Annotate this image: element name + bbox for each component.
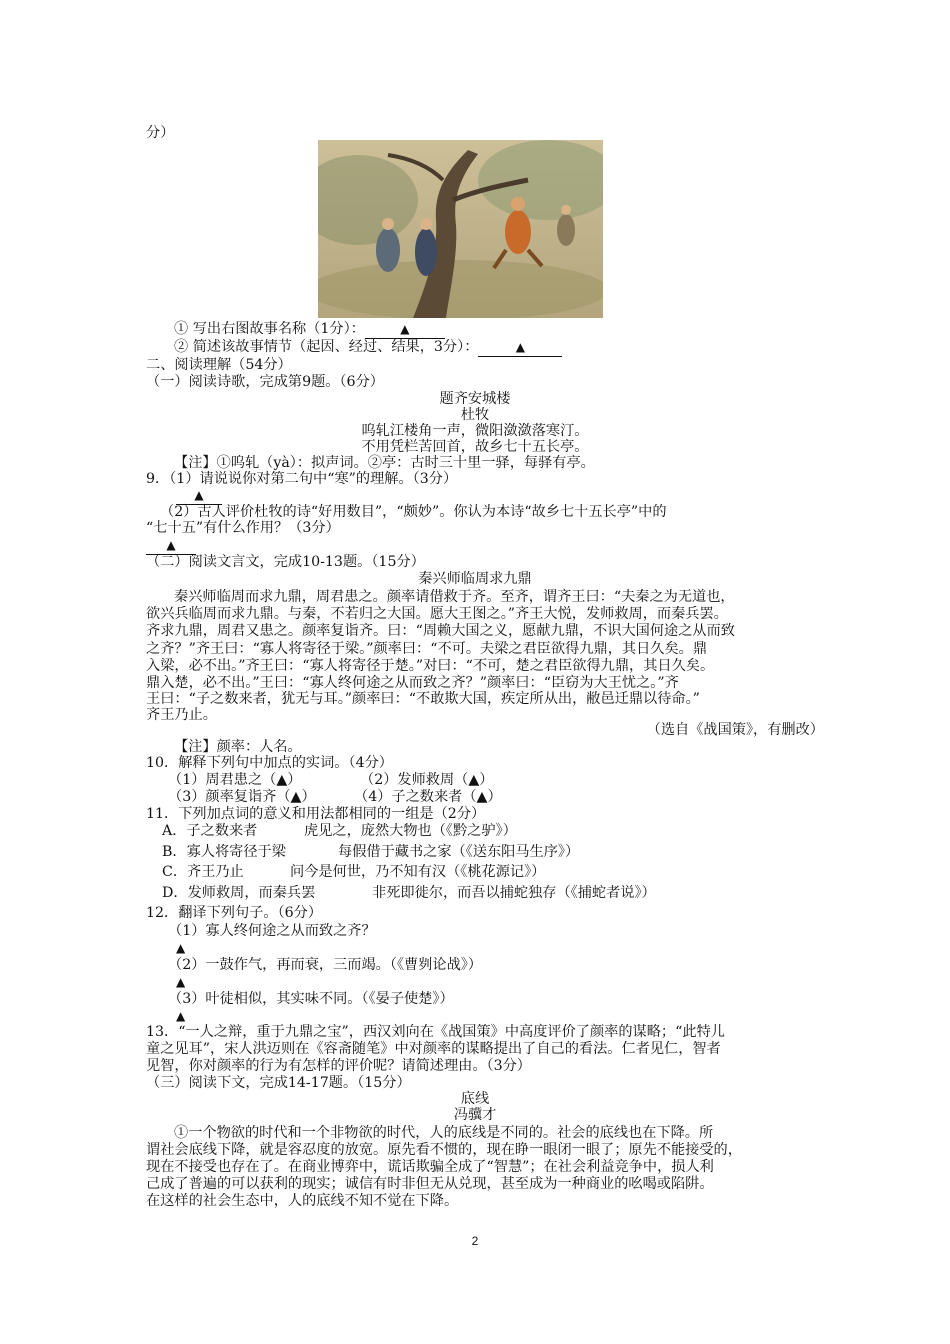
page-number: 2 [471,1234,479,1248]
answer-mark[interactable]: ▲ [176,1009,186,1023]
answer-blank[interactable]: ▲ [478,338,562,357]
q12-item: （2）一鼓作气，再而衰，三而竭。（《曹刿论战》） [168,957,483,973]
q12: 12．翻译下列句子。（6分） [146,905,323,921]
essay-title: 底线 [460,1091,490,1107]
section-heading: 二、阅读理解（54分） [146,357,292,373]
q9-1: 9．（1）请说说你对第二句中“寒”的理解。（3分） [146,471,458,487]
q11-option-c-pair: 问今是何世，乃不知有汉（《桃花源记》） [290,864,546,880]
part3-intro: （三）阅读下文，完成14-17题。（15分） [146,1075,411,1091]
answer-mark: ▲ [146,536,196,555]
q13-line: 13．“一人之辩，重于九鼎之宝”，西汉刘向在《战国策》中高度评价了颜率的谋略；“此特儿 [146,1024,725,1040]
part1-intro: （一）阅读诗歌，完成第9题。（6分） [146,374,384,390]
poem-author: 杜牧 [460,407,490,423]
q10-item: （3）颜率复诣齐（▲） [168,789,316,805]
q10-item: （2）发师救周（▲） [360,772,494,788]
q10: 10．解释下列句中加点的实词。（4分） [146,755,393,771]
answer-blank[interactable]: ▲ [365,320,445,339]
classical-passage-line: 欲兴兵临周而求九鼎。与秦，不若归之大国。愿大王图之。”齐王大悦，发师救周，而秦兵罢。 [146,606,728,622]
q10-item: （1）周君患之（▲） [168,772,302,788]
classical-passage-line: 齐求九鼎，周君又患之。颜率复诣齐。曰：“周赖大国之义，愿献九鼎，不识大国何途之从而致 [146,623,735,639]
essay-line: 现在不接受也存在了。在商业博弈中，谎话欺骗全成了“智慧”；在社会利益竞争中，损人利 [146,1159,714,1175]
picture-q2: ② 简述该故事情节（起因、经过、结果，3分）： ▲ [174,338,562,357]
classical-passage-line: 秦兴师临周而求九鼎，周君患之。颜率请借救于齐。至齐，谓齐王曰：“夫秦之为无道也， [174,589,735,605]
q9-2-cont: “七十五”有什么作用？（3分） [146,520,340,536]
essay-author: 冯骥才 [453,1107,497,1123]
picture-q1: ① 写出右图故事名称（1分）： ▲ [174,320,445,339]
q12-item: （1）寡人终何途之从而致之齐？ [168,923,376,939]
classical-passage-line: 鼎入楚，必不出。”王曰：“寡人终何途之从而致之齐？”颜率曰：“臣窃为大王忧之。”齐 [146,675,679,691]
q12-item: （3）叶徒相似，其实味不同。（《晏子使楚》） [168,991,454,1007]
classical-title: 秦兴师临周求九鼎 [418,571,532,587]
part2-intro: （二）阅读文言文，完成10-13题。（15分） [146,554,425,570]
essay-line: 谓社会底线下降，就是容忍度的放宽。原先看不惯的，现在睁一眼闭一眼了；原先不能接受的， [146,1142,742,1158]
q11-option-d[interactable]: D．发师救周，而秦兵罢 [162,885,316,901]
q11-option-b[interactable]: B．寡人将寄径于梁 [162,844,286,860]
poem-note: 【注】①呜轧（yà）：拟声词。②亭：古时三十里一驿，每驿有亭。 [174,455,595,471]
poem-title: 题齐安城楼 [439,391,511,407]
q11: 11．下列加点词的意义和用法都相同的一组是（2分） [146,806,486,822]
top-fragment: 分） [146,125,175,141]
answer-mark[interactable]: ▲ [176,941,186,955]
q11-option-a-pair: 虎见之，庞然大物也（《黔之驴》） [304,823,517,839]
classical-passage-line: 王曰：“子之数来者，犹无与耳。”颜率曰：“不敢欺大国，疾定所从出，敝邑迁鼎以待命。” [146,691,700,707]
essay-line: 己成了普遍的可以获利的现实；诚信有时非但无从兑现，甚至成为一种商业的吆喝或陷阱。 [146,1176,714,1192]
q11-option-d-pair: 非死即徙尔，而吾以捕蛇独存（《捕蛇者说》） [372,885,656,901]
q11-option-a[interactable]: A．子之数来者 [162,823,258,839]
essay-line: 在这样的社会生态中，人的底线不知不觉在下降。 [146,1193,459,1209]
classical-passage-line: 入梁，必不出。”齐王曰：“寡人将寄径于楚。”对曰：“不可，楚之君臣欲得九鼎，其日久矣。 [146,658,715,674]
q11-option-c[interactable]: C．齐王乃止 [162,864,244,880]
poem-line: 不用凭栏苦回首，故乡七十五长亭。 [361,439,589,455]
q9-2: （2）古人评价杜牧的诗“好用数目”，“颇妙”。你认为本诗“故乡七十五长亭”中的 [160,504,667,520]
classical-note: 【注】颜率：人名。 [174,739,302,755]
answer-mark: ▲ [176,486,222,505]
answer-mark[interactable]: ▲ [176,975,186,989]
story-illustration [318,140,603,318]
q10-item: （4）子之数来者（▲） [354,789,502,805]
q13-line: 童之见耳”，宋人洪迈则在《容斋随笔》中对颜率的谋略提出了自己的看法。仁者见仁，智者 [146,1041,721,1057]
classical-passage-line: 齐王乃止。 [146,707,217,723]
classical-source: （选自《战国策》，有删改） [646,722,824,738]
essay-line: ①一个物欲的时代和一个非物欲的时代，人的底线是不同的。社会的底线也在下降。所 [174,1125,714,1141]
poem-line: 呜轧江楼角一声，微阳潋潋落寒汀。 [361,423,589,439]
q11-option-b-pair: 每假借于藏书之家（《送东阳马生序》） [338,844,580,860]
classical-passage-line: 之齐？”齐王曰：“寡人将寄径于梁。”颜率曰：“不可。夫梁之君臣欲得九鼎，其日久矣。鼎 [146,641,708,657]
q13-line: 见智，你对颜率的行为有怎样的评价呢？请简述理由。（3分） [146,1058,531,1074]
